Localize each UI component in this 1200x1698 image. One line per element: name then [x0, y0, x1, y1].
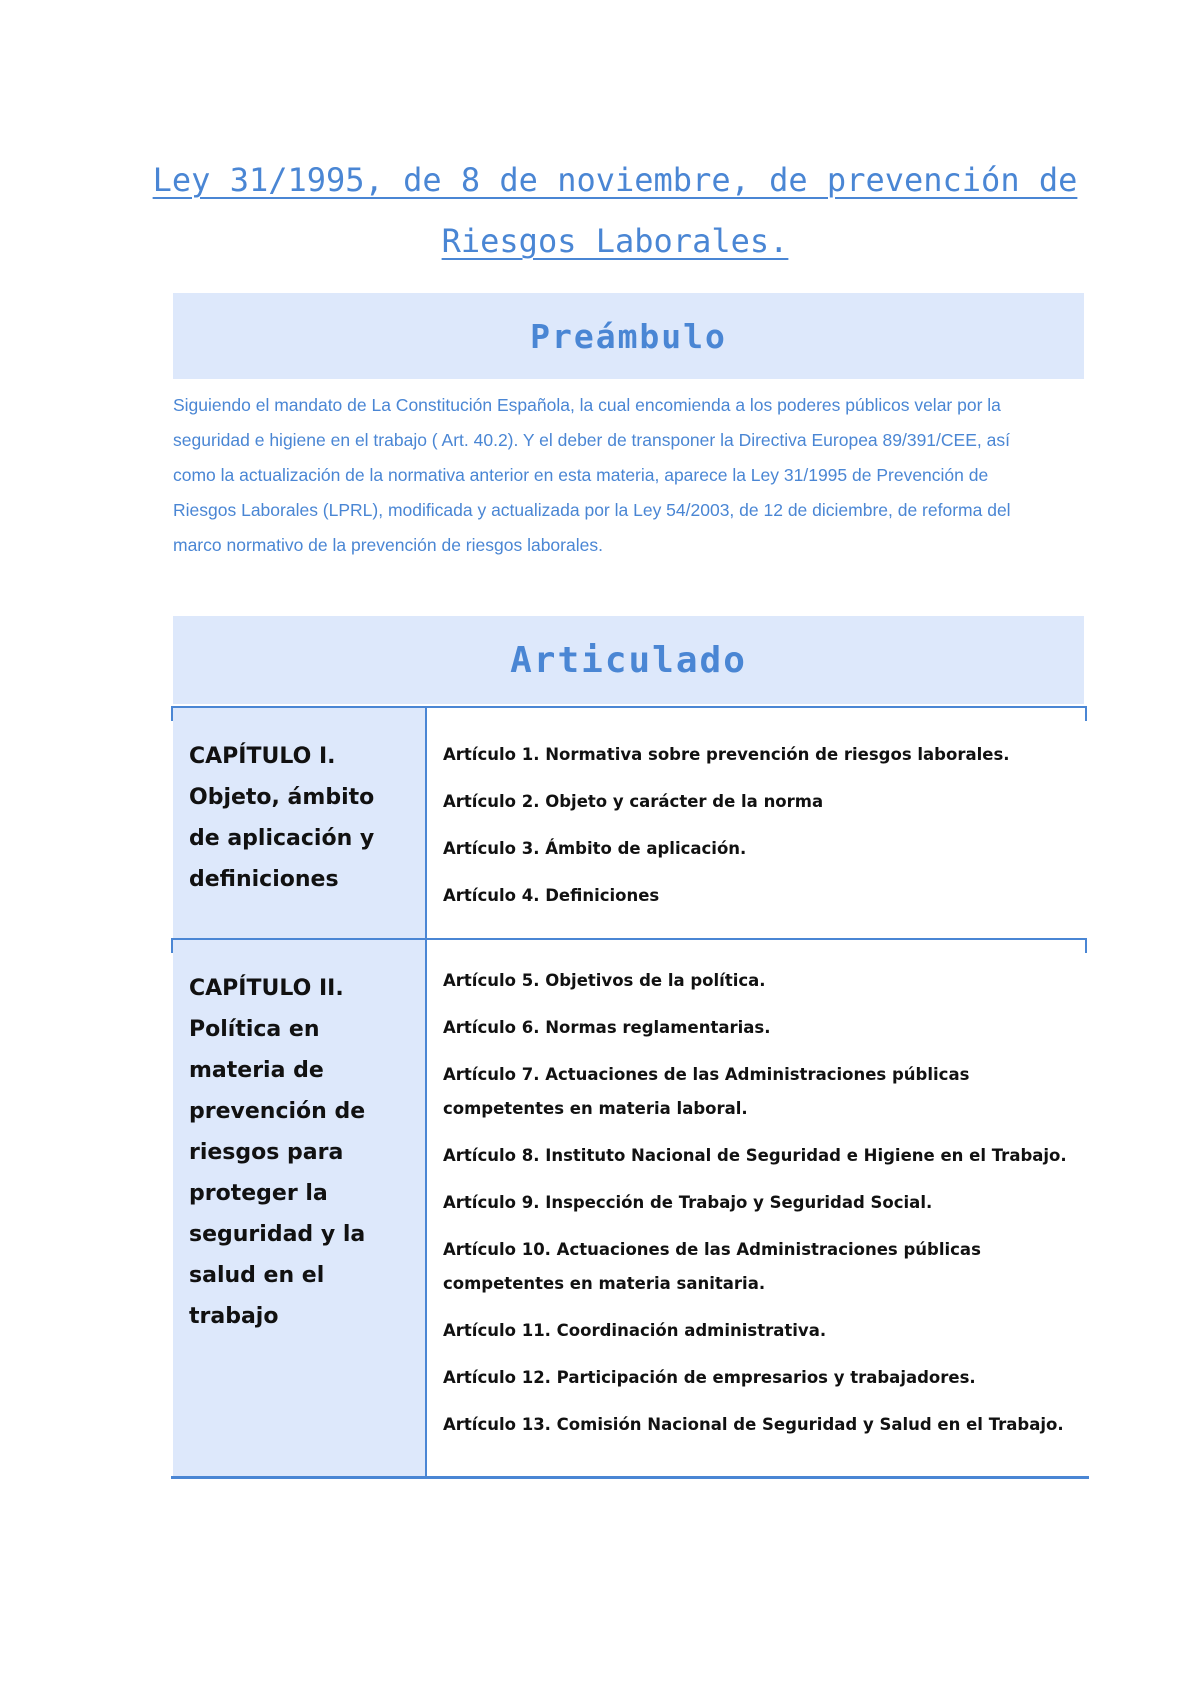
article-list	[443, 738, 1073, 926]
article-item: Artículo 12. Participación de empresarios y trabajadores.	[443, 1368, 976, 1387]
article-item: Artículo 9. Inspección de Trabajo y Seguridad Social.	[443, 1193, 933, 1212]
article-item: Artículo 1. Normativa sobre prevención de riesgos laborales.	[443, 745, 1010, 764]
chapter-title-cell	[173, 940, 427, 1478]
article-item: Artículo 8. Instituto Nacional de Seguridad e Higiene en el Trabajo.	[443, 1146, 1067, 1165]
article-list	[443, 964, 1073, 1455]
article-item: Artículo 4. Definiciones	[443, 886, 660, 905]
article-item: Artículo 11. Coordinación administrativa.	[443, 1321, 827, 1340]
table-bottom-border	[171, 1476, 1089, 1479]
article-item: Artículo 10. Actuaciones de las Administraciones públicas competentes en materia sanitaria.	[443, 1240, 981, 1293]
chapter-row-1	[171, 706, 1087, 940]
article-item: Artículo 3. Ámbito de aplicación.	[443, 839, 747, 858]
articulado-heading-box	[173, 616, 1084, 704]
preamble-heading-box	[173, 293, 1084, 379]
chapter-row-2	[171, 938, 1087, 1478]
article-item: Artículo 2. Objeto y carácter de la norma	[443, 792, 824, 811]
document-title: Ley 31/1995, de 8 de noviembre, de prevención de Riesgos Laborales.	[152, 161, 1078, 260]
articulado-heading: Articulado	[510, 639, 747, 681]
chapter-title: CAPÍTULO II. Política en materia de prevención de riesgos para proteger la seguridad y la salud en el trabajo	[189, 976, 366, 1329]
article-item: Artículo 6. Normas reglamentarias.	[443, 1018, 771, 1037]
article-item: Artículo 13. Comisión Nacional de Seguridad y Salud en el Trabajo.	[443, 1415, 1064, 1434]
preamble-text: Siguiendo el mandato de La Constitución Española, la cual encomienda a los poderes públicos velar por la seguridad e higiene en el trabajo ( Art. 40.2). Y el deber de transponer la Directiva Europea 89/391/CEE, así como la actualización de la normativa anterior en esta materia, aparece la Ley 31/1995 de Prevención de Riesgos Laborales (LPRL), modificada y actualizada por la Ley 54/2003, de 12 de diciembre, de reforma del marco normativo de la prevención de riesgos laborales.	[173, 395, 1011, 555]
article-item: Artículo 7. Actuaciones de las Administraciones públicas competentes en materia laboral.	[443, 1065, 970, 1118]
chapter-title-cell	[173, 708, 427, 940]
preamble-heading: Preámbulo	[530, 316, 727, 356]
chapter-title: CAPÍTULO I. Objeto, ámbito de aplicación y definiciones	[189, 744, 375, 892]
article-item: Artículo 5. Objetivos de la política.	[443, 971, 766, 990]
